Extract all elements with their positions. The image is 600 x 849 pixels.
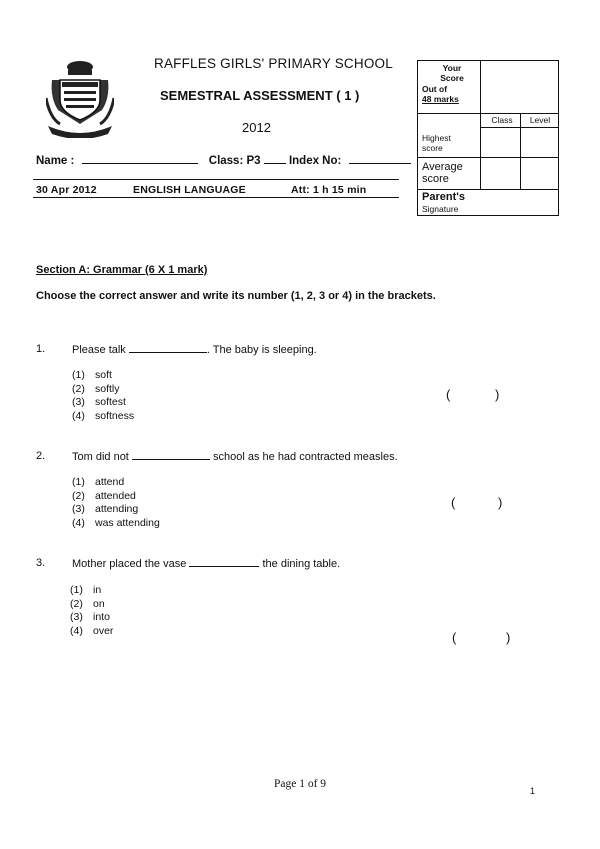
header-rule-bottom (33, 197, 399, 198)
stem-before: Please talk (72, 344, 126, 356)
options-list (72, 369, 134, 423)
class-column-header: Class (491, 115, 513, 125)
your-score-label: Your Score (440, 63, 464, 83)
your-score-cell[interactable] (482, 61, 520, 113)
class-label: Class: P3 (208, 155, 261, 167)
total-marks-label: 48 marks (422, 94, 459, 104)
answer-bracket-open: ( (452, 630, 457, 645)
name-label: Name : (36, 155, 75, 167)
question-stem (72, 450, 398, 463)
section-title: Section A: Grammar (6 X 1 mark) (36, 264, 208, 276)
section-instruction: Choose the correct answer and write its number (1, 2, 3 or 4) in the brackets. (36, 290, 436, 302)
stem-before: Tom did not (72, 451, 129, 463)
answer-bracket-close: ) (495, 387, 500, 402)
answer-bracket-open: ( (446, 387, 451, 402)
highest-score-label: Highest score (422, 133, 451, 153)
exam-date: 30 Apr 2012 (36, 184, 97, 196)
exam-duration: Att: 1 h 15 min (291, 184, 367, 196)
parent-signature-field[interactable] (482, 191, 558, 215)
option-item: (1) attend (72, 476, 125, 488)
answer-field[interactable] (462, 628, 502, 646)
answer-blank (132, 450, 210, 460)
answer-bracket-open: ( (451, 495, 456, 510)
header-rule-top (33, 179, 399, 180)
option-item: (1) soft (72, 369, 112, 381)
option-item: (2) attended (72, 489, 136, 502)
subject-name: ENGLISH LANGUAGE (133, 184, 246, 196)
option-item: (4) over (70, 624, 114, 637)
question-stem (72, 343, 317, 356)
average-score-label: Average score (422, 161, 463, 185)
name-field[interactable] (82, 163, 198, 164)
question-number: 2. (36, 450, 46, 462)
student-info-row (36, 155, 411, 167)
options-list (72, 476, 160, 530)
option-item: (2) softly (72, 382, 120, 395)
stem-before: Mother placed the vase (72, 558, 187, 570)
stem-after: . The baby is sleeping. (206, 344, 317, 356)
out-of-label: Out of (422, 84, 448, 94)
answer-blank (189, 557, 259, 567)
score-table (417, 60, 559, 216)
option-item: (2) on (70, 597, 105, 610)
stem-after: school as he had contracted measles. (213, 451, 398, 463)
answer-bracket-close: ) (498, 495, 503, 510)
option-item: (1) in (70, 584, 102, 596)
index-label: Index No: (288, 155, 342, 167)
answer-field[interactable] (456, 385, 492, 403)
stray-mark: 1 (530, 786, 536, 796)
question-stem (72, 557, 340, 570)
index-field[interactable] (349, 163, 411, 164)
option-item: (3) into (70, 611, 110, 623)
option-item: (3) softest (72, 396, 126, 408)
answer-blank (129, 343, 207, 353)
option-item: (4) was attending (72, 516, 160, 529)
school-crest-logo (46, 58, 114, 138)
question-number: 3. (36, 557, 46, 569)
school-name: RAFFLES GIRLS' PRIMARY SCHOOL (154, 56, 393, 71)
class-field[interactable] (264, 163, 286, 164)
exam-year: 2012 (242, 120, 271, 135)
answer-bracket-close: ) (506, 630, 511, 645)
assessment-title: SEMESTRAL ASSESSMENT ( 1 ) (160, 88, 360, 103)
option-item: (3) attending (72, 503, 139, 515)
option-item: (4) softness (72, 409, 135, 422)
options-list (70, 584, 113, 638)
level-column-header: Level (529, 115, 551, 125)
answer-field[interactable] (461, 493, 497, 511)
signature-label: Signature (422, 204, 459, 214)
stem-after: the dining table. (262, 558, 341, 570)
question-number: 1. (36, 343, 46, 355)
page-number: Page 1 of 9 (273, 778, 327, 790)
parents-label: Parent's (422, 191, 465, 203)
